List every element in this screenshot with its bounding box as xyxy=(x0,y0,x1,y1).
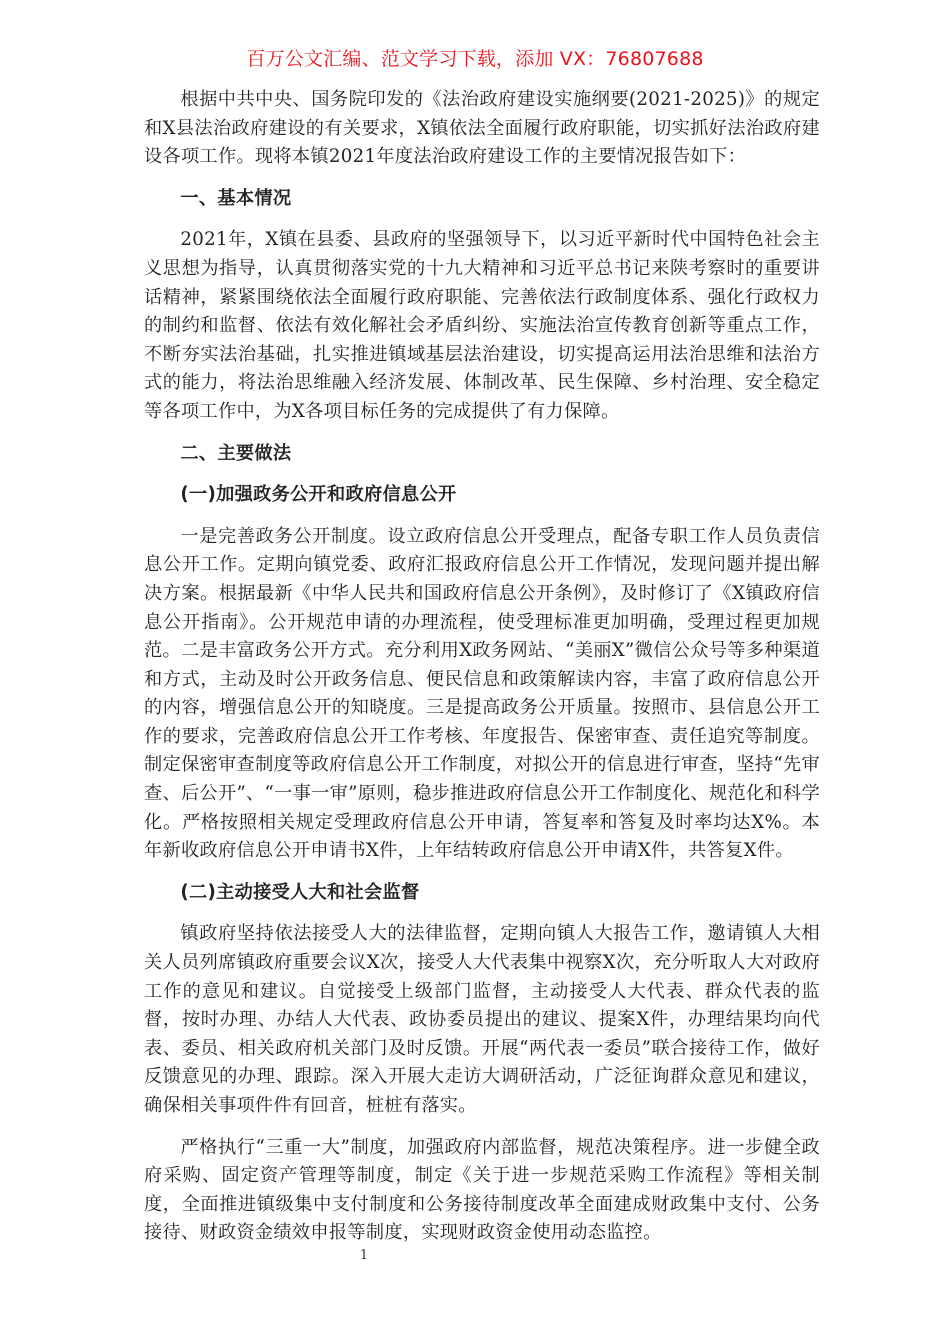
subsection-heading-supervision: (二)主动接受人大和社会监督 xyxy=(180,881,420,903)
subsection-heading-government-transparency: (一)加强政务公开和政府信息公开 xyxy=(180,484,457,506)
page-number: 1 xyxy=(359,1248,369,1263)
section-heading-basic-situation: 一、基本情况 xyxy=(180,187,292,209)
supervision-paragraph: 镇政府坚持依法接受人大的法律监督，定期向镇人大报告工作，邀请镇人大相关人员列席镇政府重要会议X次，接受人大代表集中视察X次，充分听取人大对政府工作的意见和建议。自觉接受上级部门监督，主动接受人大代表、群众代表的监督，按时办理、办结人大代表、政协委员提出的建议、提案X件，办理结果均向代表、委员、相关政府机关部门及时反馈。开展“两代表一委员”联合接待工作，做好反馈意见的办理、跟踪。深入开展大走访大调研活动，广泛征询群众意见和建议，确保相关事项件件有回音，桩桩有落实。 xyxy=(144,923,820,1116)
internal-supervision-paragraph: 严格执行“三重一大”制度，加强政府内部监督，规范决策程序。进一步健全政府采购、固定资产管理等制度，制定《关于进一步规范采购工作流程》等相关制度，全面推进镇级集中支付制度和公务接待制度改革全面建成财政集中支付、公务接待、财政资金绩效申报等制度，实现财政资金使用动态监控。 xyxy=(144,1136,820,1244)
intro-paragraph: 根据中共中央、国务院印发的《法治政府建设实施纲要(2021-2025)》的规定和X县法治政府建设的有关要求，X镇依法全面履行政府职能，切实抓好法治政府建设各项工作。现将本镇2021年度法治政府建设工作的主要情况报告如下： xyxy=(144,89,820,168)
watermark-header: 百万公文汇编、范文学习下载，添加 VX：76807688 xyxy=(246,48,704,70)
transparency-paragraph: 一是完善政务公开制度。设立政府信息公开受理点，配备专职工作人员负责信息公开工作。定期向镇党委、政府汇报政府信息公开工作情况，发现问题并提出解决方案。根据最新《中华人民共和国政府信息公开条例》，及时修订了《X镇政府信息公开指南》。公开规范申请的办理流程，使受理标准更加明确，受理过程更加规范。二是丰富政务公开方式。充分利用X政务网站、“美丽X”微信公众号等多种渠道和方式，主动及时公开政务信息、便民信息和政策解读内容，丰富了政府信息公开的内容，增强信息公开的知晓度。三是提高政务公开质量。按照市、县信息公开工作的要求，完善政府信息公开工作考核、年度报告、保密审查、责任追究等制度。制定保密审查制度等政府信息公开工作制度，对拟公开的信息进行审查，坚持“先审查、后公开”、“一事一审”原则，稳步推进政府信息公开工作制度化、规范化和科学化。严格按照相关规定受理政府信息公开申请，答复率和答复及时率均达X%。本年新收政府信息公开申请书X件，上年结转政府信息公开申请X件，共答复X件。 xyxy=(144,525,820,862)
basic-situation-paragraph: 2021年，X镇在县委、县政府的坚强领导下，以习近平新时代中国特色社会主义思想为指导，认真贯彻落实党的十九大精神和习近平总书记来陕考察时的重要讲话精神，紧紧围绕依法全面履行政府职能、完善依法行政制度体系、强化行政权力的制约和监督、依法有效化解社会矛盾纠纷、实施法治宣传教育创新等重点工作，不断夯实法治基础，扎实推进镇域基层法治建设，切实提高运用法治思维和法治方式的能力，将法治思维融入经济发展、体制改革、民生保障、乡村治理、安全稳定等各项工作中，为X各项目标任务的完成提供了有力保障。 xyxy=(144,229,820,422)
section-heading-main-practices: 二、主要做法 xyxy=(180,442,292,464)
document-body xyxy=(144,86,820,1248)
